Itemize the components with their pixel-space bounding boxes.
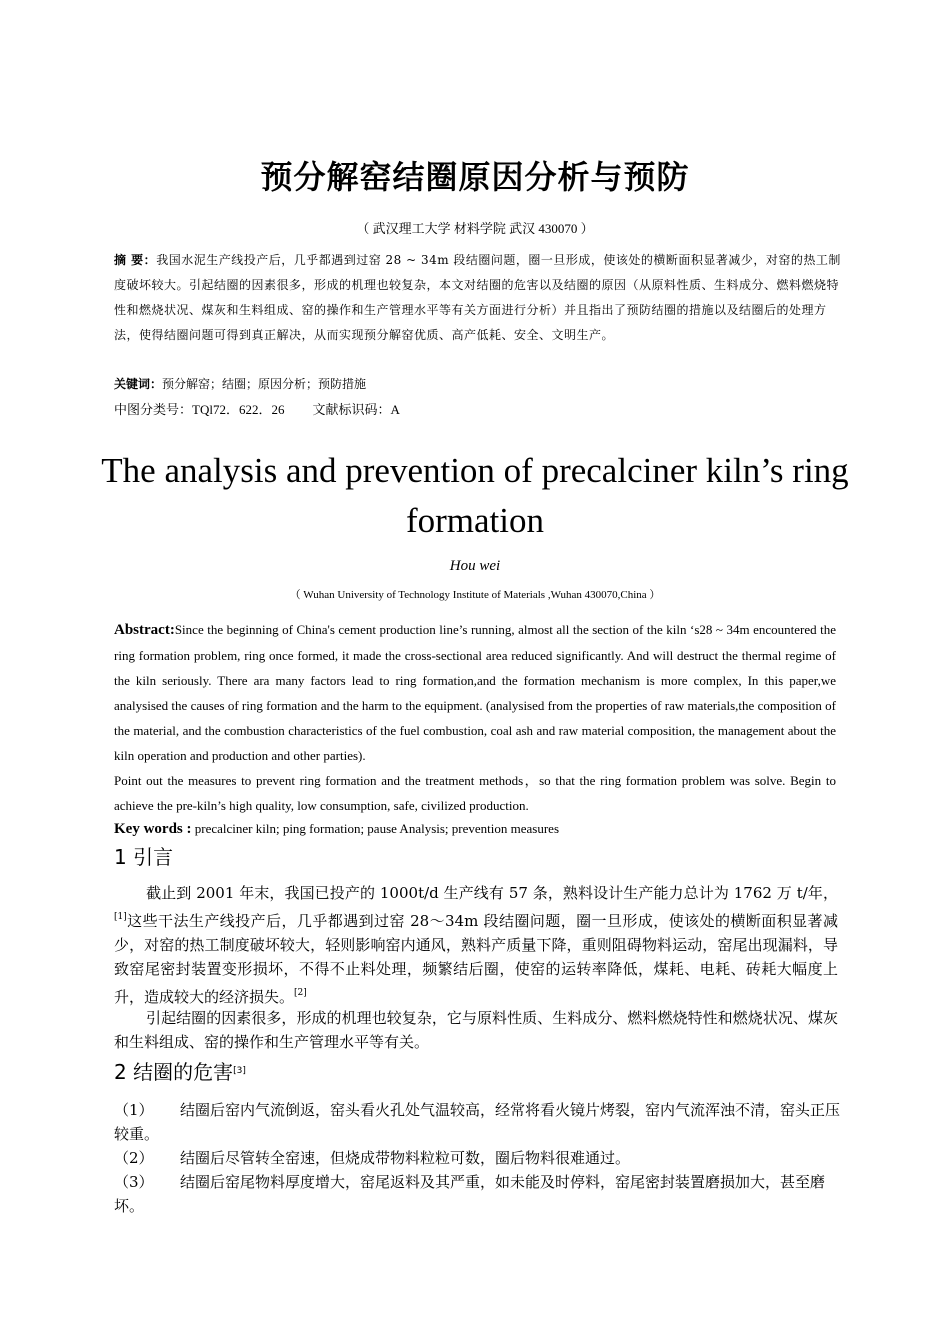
- section-1-p1-text-b: 这些干法生产线投产后，几乎都遇到过窑 28～34m 段结圈问题，圈一旦形成，使该处的横断面积显著减少，对窑的热工制度破坏较大，轻则影响窑内通风，熟料产质量下降，重则阻碍物料运动，窑尾出现漏料，导致窑尾密封装置变形损坏，不得不止料处理，频繁结后圈，使窑的运转率降低，煤耗、电耗、砖耗大幅度上升，造成较大的经济损失。: [114, 912, 838, 1006]
- author-name: Hou wei: [449, 558, 501, 574]
- list-item-text: 结圈后窑内气流倒返，窑头看火孔处气温较高，经常将看火镜片烤裂，窑内气流浑浊不清，窑头正压较重。: [114, 1101, 841, 1143]
- chinese-abstract: [114, 248, 844, 348]
- document-code: 文献标识码：A: [312, 402, 400, 417]
- english-abstract-text-2: Point out the measures to prevent ring formation and the treatment methods，so that the ring formation problem was solve. Begin to achieve the pre-kiln’s high quality, low consumption, safe, civilized production.: [114, 773, 836, 813]
- chinese-title: 预分解窑结圈原因分析与预防: [260, 158, 690, 196]
- section-2-heading-text: 2 结圈的危害: [114, 1060, 234, 1084]
- list-item-text: 结圈后尽管转全窑速，但烧成带物料粒粒可数，圈后物料很难通过。: [180, 1149, 631, 1167]
- chinese-abstract-text: 我国水泥生产线投产后，几乎都遇到过窑 28 ~ 34m 段结圈问题，圈一旦形成，使该处的横断面积显著减少，对窑的热工制度破坏较大。引起结圈的因素很多，形成的机理也较复杂，本文对结圈的危害以及结圈的原因（从原料性质、生料成分、燃料燃烧特性和燃烧状况、煤灰和生料组成、窑的操作和生产管理水平等有关方面进行分析）并且指出了预防结圈的措施以及结圈后的处理方法，使得结圈问题可得到真正解决，从而实现预分解窑优质、高产低耗、安全、文明生产。: [114, 253, 841, 342]
- citation-3: [3]: [233, 1066, 246, 1076]
- section-1-heading: 1 引言: [114, 845, 174, 869]
- list-item-number: （2）: [114, 1149, 154, 1167]
- clc-number: 中图分类号：TQl72．622．26: [114, 402, 285, 417]
- chinese-affiliation: （ 武汉理工大学 材料学院 武汉 430070 ）: [356, 221, 594, 236]
- section-1-paragraph-2: [114, 1006, 838, 1054]
- list-item: [114, 1170, 848, 1218]
- english-keywords: [114, 816, 559, 842]
- list-item-number: （3）: [114, 1173, 154, 1191]
- section-1-p2-text: 引起结圈的因素很多，形成的机理也较复杂，它与原料性质、生料成分、燃料燃烧特性和燃烧状况、煤灰和生料组成、窑的操作和生产管理水平等有关。: [114, 1009, 838, 1051]
- chinese-abstract-label: 摘 要：: [114, 253, 157, 267]
- classification-line: [114, 397, 400, 422]
- chinese-keywords-text: 预分解窑；结圈；原因分析；预防措施: [162, 377, 367, 391]
- english-affiliation: （ Wuhan University of Technology Institute of Materials ,Wuhan 430070,China ）: [289, 589, 661, 601]
- list-item-text: 结圈后窑尾物料厚度增大，窑尾返料及其严重，如未能及时停料，窑尾密封装置磨损加大，甚至磨坏。: [114, 1173, 826, 1215]
- section-2-heading: [114, 1057, 246, 1086]
- english-abstract-text: Since the beginning of China's cement production line’s running, almost all the section of the kiln ‘s28 ~ 34m encountered the ring formation problem, ring once formed, it made the cross-sectional area reduced significantly. And will destruct the thermal regime of the kiln seriously. There ara many factors lead to ring formation,and the formation mechanism is more complex, In this paper,we analysised the causes of ring formation and the harm to the equipment. (analysised from the properties of raw materials,the composition of the material, and the combustion characteristics of the fuel combustion, coal ash and raw material composition, the management about the kiln operation and production and other parties).: [114, 622, 836, 763]
- list-item-number: （1）: [114, 1101, 154, 1119]
- english-abstract-label: Abstract:: [114, 622, 175, 638]
- citation-1: [1]: [114, 912, 127, 922]
- list-item: [114, 1146, 848, 1170]
- chinese-keywords: [114, 372, 366, 397]
- section-1-p1-text-a: 截止到 2001 年末，我国已投产的 1000t/d 生产线有 57 条，熟料设计生产能力总计为 1762 万 t/年，: [146, 884, 838, 902]
- english-keywords-text: precalciner kiln; ping formation; pause Analysis; prevention measures: [191, 821, 560, 836]
- english-abstract: [114, 617, 836, 818]
- citation-2: [2]: [294, 988, 307, 998]
- section-1-paragraph-1: [114, 881, 838, 1009]
- english-title: The analysis and prevention of precalciner kiln’s ring formation: [101, 451, 849, 540]
- chinese-keywords-label: 关键词：: [114, 377, 163, 391]
- english-keywords-label: Key words :: [114, 821, 192, 837]
- list-item: [114, 1098, 848, 1146]
